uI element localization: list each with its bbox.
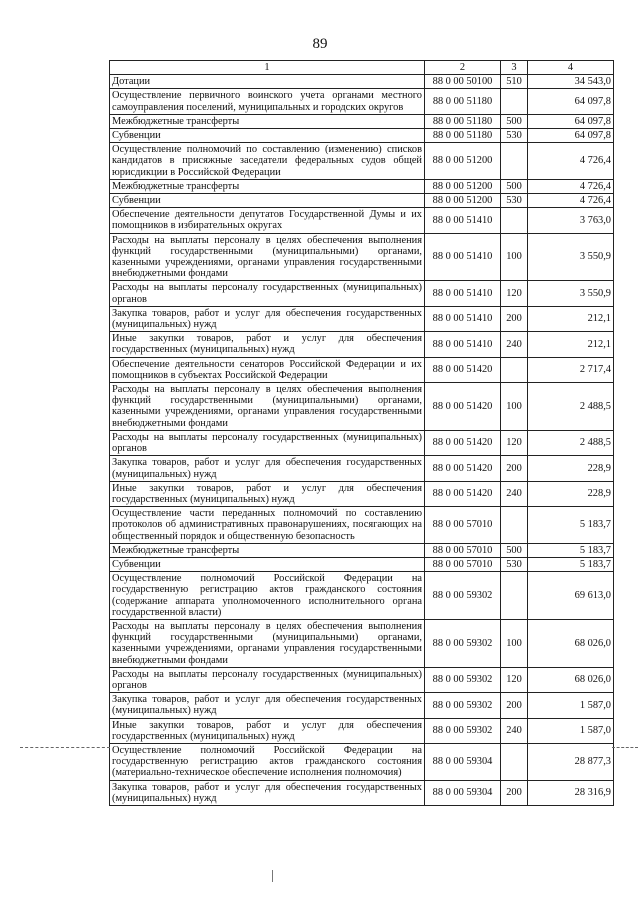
row-code-cell: 88 0 00 51180 — [425, 129, 501, 143]
row-code-cell: 88 0 00 51180 — [425, 114, 501, 128]
table-row — [110, 693, 614, 718]
row-name-cell: Закупка товаров, работ и услуг для обеспечения государственных (муниципальных) нужд — [110, 456, 425, 481]
row-name-cell: Расходы на выплаты персоналу государственных (муниципальных) органов — [110, 430, 425, 455]
row-amount-cell: 3 550,9 — [528, 281, 614, 306]
table-row — [110, 667, 614, 692]
row-name-cell: Осуществление полномочий по составлению (изменению) списков кандидатов в присяжные заседатели федеральных судов общей юрисдикции в Российской Федерации — [110, 143, 425, 180]
row-type-cell: 200 — [501, 780, 528, 805]
table-row — [110, 208, 614, 233]
table-row — [110, 619, 614, 667]
row-name-cell: Расходы на выплаты персоналу в целях обеспечения выполнения функций государственными (муниципальными) органами, казенными учреждениями, органами управления государственными внебюджетными фондами — [110, 233, 425, 281]
header-col-4: 4 — [528, 61, 614, 75]
table-row — [110, 281, 614, 306]
row-amount-cell: 5 183,7 — [528, 557, 614, 571]
row-code-cell: 88 0 00 51200 — [425, 194, 501, 208]
row-code-cell: 88 0 00 51180 — [425, 89, 501, 114]
row-type-cell: 500 — [501, 179, 528, 193]
row-name-cell: Иные закупки товаров, работ и услуг для обеспечения государственных (муниципальных) нужд — [110, 718, 425, 743]
row-code-cell: 88 0 00 51410 — [425, 208, 501, 233]
row-type-cell: 530 — [501, 194, 528, 208]
row-code-cell: 88 0 00 51200 — [425, 179, 501, 193]
row-type-cell: 530 — [501, 557, 528, 571]
row-code-cell: 88 0 00 51410 — [425, 233, 501, 281]
header-col-1: 1 — [110, 61, 425, 75]
row-type-cell: 500 — [501, 543, 528, 557]
row-type-cell — [501, 208, 528, 233]
table-header-row — [110, 61, 614, 75]
row-type-cell: 530 — [501, 129, 528, 143]
row-code-cell: 88 0 00 51420 — [425, 383, 501, 431]
row-name-cell: Расходы на выплаты персоналу государственных (муниципальных) органов — [110, 667, 425, 692]
page-number: 89 — [312, 36, 328, 52]
row-name-cell: Межбюджетные трансферты — [110, 543, 425, 557]
budget-table — [109, 60, 614, 806]
row-code-cell: 88 0 00 59302 — [425, 667, 501, 692]
table-row — [110, 194, 614, 208]
row-amount-cell: 34 543,0 — [528, 75, 614, 89]
row-type-cell: 510 — [501, 75, 528, 89]
row-name-cell: Обеспечение деятельности депутатов Государственной Думы и их помощников в избирательных округах — [110, 208, 425, 233]
row-amount-cell: 3 763,0 — [528, 208, 614, 233]
row-type-cell: 240 — [501, 332, 528, 357]
row-code-cell: 88 0 00 59304 — [425, 780, 501, 805]
row-name-cell: Закупка товаров, работ и услуг для обеспечения государственных (муниципальных) нужд — [110, 693, 425, 718]
row-type-cell: 120 — [501, 430, 528, 455]
row-type-cell — [501, 743, 528, 780]
row-code-cell: 88 0 00 51420 — [425, 357, 501, 382]
table-row — [110, 543, 614, 557]
row-amount-cell: 68 026,0 — [528, 619, 614, 667]
header-col-2: 2 — [425, 61, 501, 75]
row-code-cell: 88 0 00 51420 — [425, 430, 501, 455]
table-row — [110, 143, 614, 180]
row-amount-cell: 4 726,4 — [528, 143, 614, 180]
table-body — [110, 75, 614, 806]
row-amount-cell: 1 587,0 — [528, 693, 614, 718]
row-name-cell: Осуществление части переданных полномочий по составлению протоколов об административных правонарушениях, посягающих на общественный порядок и общественную безопасность — [110, 507, 425, 544]
table-row — [110, 572, 614, 620]
row-type-cell — [501, 507, 528, 544]
row-name-cell: Расходы на выплаты персоналу государственных (муниципальных) органов — [110, 281, 425, 306]
row-code-cell: 88 0 00 51420 — [425, 456, 501, 481]
row-amount-cell: 4 726,4 — [528, 179, 614, 193]
table-row — [110, 129, 614, 143]
table-row — [110, 383, 614, 431]
row-type-cell: 100 — [501, 383, 528, 431]
row-name-cell: Осуществление полномочий Российской Федерации на государственную регистрацию актов гражданского состояния (материально-техническое обеспечение исполнения полномочия) — [110, 743, 425, 780]
table-row — [110, 357, 614, 382]
row-code-cell: 88 0 00 50100 — [425, 75, 501, 89]
row-amount-cell: 2 488,5 — [528, 430, 614, 455]
row-code-cell: 88 0 00 51410 — [425, 281, 501, 306]
table-row — [110, 179, 614, 193]
row-amount-cell: 228,9 — [528, 456, 614, 481]
table-row — [110, 456, 614, 481]
row-amount-cell: 64 097,8 — [528, 89, 614, 114]
row-code-cell: 88 0 00 59304 — [425, 743, 501, 780]
table-row — [110, 75, 614, 89]
table-row — [110, 430, 614, 455]
row-type-cell: 240 — [501, 718, 528, 743]
row-code-cell: 88 0 00 57010 — [425, 543, 501, 557]
row-type-cell: 100 — [501, 233, 528, 281]
row-amount-cell: 64 097,8 — [528, 129, 614, 143]
row-type-cell — [501, 89, 528, 114]
row-amount-cell: 5 183,7 — [528, 507, 614, 544]
row-code-cell: 88 0 00 51410 — [425, 306, 501, 331]
row-type-cell: 200 — [501, 693, 528, 718]
row-amount-cell: 1 587,0 — [528, 718, 614, 743]
row-name-cell: Субвенции — [110, 194, 425, 208]
row-name-cell: Дотации — [110, 75, 425, 89]
row-name-cell: Межбюджетные трансферты — [110, 179, 425, 193]
row-amount-cell: 2 488,5 — [528, 383, 614, 431]
row-code-cell: 88 0 00 59302 — [425, 718, 501, 743]
row-name-cell: Расходы на выплаты персоналу в целях обеспечения выполнения функций государственными (муниципальными) органами, казенными учреждениями, органами управления государственными внебюджетными фондами — [110, 619, 425, 667]
row-type-cell: 200 — [501, 306, 528, 331]
row-amount-cell: 212,1 — [528, 332, 614, 357]
row-amount-cell: 4 726,4 — [528, 194, 614, 208]
row-amount-cell: 69 613,0 — [528, 572, 614, 620]
row-name-cell: Иные закупки товаров, работ и услуг для обеспечения государственных (муниципальных) нужд — [110, 332, 425, 357]
table-row — [110, 780, 614, 805]
row-type-cell: 500 — [501, 114, 528, 128]
row-code-cell: 88 0 00 51420 — [425, 481, 501, 506]
row-name-cell: Субвенции — [110, 129, 425, 143]
row-name-cell: Межбюджетные трансферты — [110, 114, 425, 128]
row-name-cell: Расходы на выплаты персоналу в целях обеспечения выполнения функций государственными (муниципальными) органами, казенными учреждениями, органами управления государственными внебюджетными фондами — [110, 383, 425, 431]
row-code-cell: 88 0 00 51410 — [425, 332, 501, 357]
table-row — [110, 114, 614, 128]
row-type-cell: 100 — [501, 619, 528, 667]
row-type-cell: 240 — [501, 481, 528, 506]
row-name-cell: Осуществление первичного воинского учета органами местного самоуправления поселений, муниципальных и городских округов — [110, 89, 425, 114]
scan-artifact-line — [612, 747, 638, 748]
row-amount-cell: 5 183,7 — [528, 543, 614, 557]
row-code-cell: 88 0 00 57010 — [425, 557, 501, 571]
table-row — [110, 233, 614, 281]
table-row — [110, 89, 614, 114]
row-code-cell: 88 0 00 59302 — [425, 693, 501, 718]
row-code-cell: 88 0 00 59302 — [425, 572, 501, 620]
row-name-cell: Закупка товаров, работ и услуг для обеспечения государственных (муниципальных) нужд — [110, 306, 425, 331]
row-name-cell: Обеспечение деятельности сенаторов Российской Федерации и их помощников в субъектах Российской Федерации — [110, 357, 425, 382]
row-name-cell: Осуществление полномочий Российской Федерации на государственную регистрацию актов гражданского состояния (содержание аппарата уполномоченного исполнительного органа государственной власти) — [110, 572, 425, 620]
row-type-cell — [501, 357, 528, 382]
row-amount-cell: 64 097,8 — [528, 114, 614, 128]
row-amount-cell: 228,9 — [528, 481, 614, 506]
row-amount-cell: 68 026,0 — [528, 667, 614, 692]
row-type-cell: 200 — [501, 456, 528, 481]
table-row — [110, 557, 614, 571]
scan-artifact-line — [20, 747, 110, 748]
scan-artifact-mark — [272, 870, 273, 882]
table-row — [110, 718, 614, 743]
row-name-cell: Субвенции — [110, 557, 425, 571]
row-code-cell: 88 0 00 57010 — [425, 507, 501, 544]
row-name-cell: Иные закупки товаров, работ и услуг для обеспечения государственных (муниципальных) нужд — [110, 481, 425, 506]
table-row — [110, 306, 614, 331]
row-type-cell: 120 — [501, 281, 528, 306]
header-col-3: 3 — [501, 61, 528, 75]
row-amount-cell: 28 877,3 — [528, 743, 614, 780]
row-name-cell: Закупка товаров, работ и услуг для обеспечения государственных (муниципальных) нужд — [110, 780, 425, 805]
table-row — [110, 743, 614, 780]
table-row — [110, 481, 614, 506]
row-type-cell — [501, 143, 528, 180]
row-amount-cell: 3 550,9 — [528, 233, 614, 281]
row-amount-cell: 28 316,9 — [528, 780, 614, 805]
row-amount-cell: 212,1 — [528, 306, 614, 331]
row-type-cell — [501, 572, 528, 620]
table-row — [110, 332, 614, 357]
row-code-cell: 88 0 00 59302 — [425, 619, 501, 667]
table-row — [110, 507, 614, 544]
row-type-cell: 120 — [501, 667, 528, 692]
row-amount-cell: 2 717,4 — [528, 357, 614, 382]
row-code-cell: 88 0 00 51200 — [425, 143, 501, 180]
